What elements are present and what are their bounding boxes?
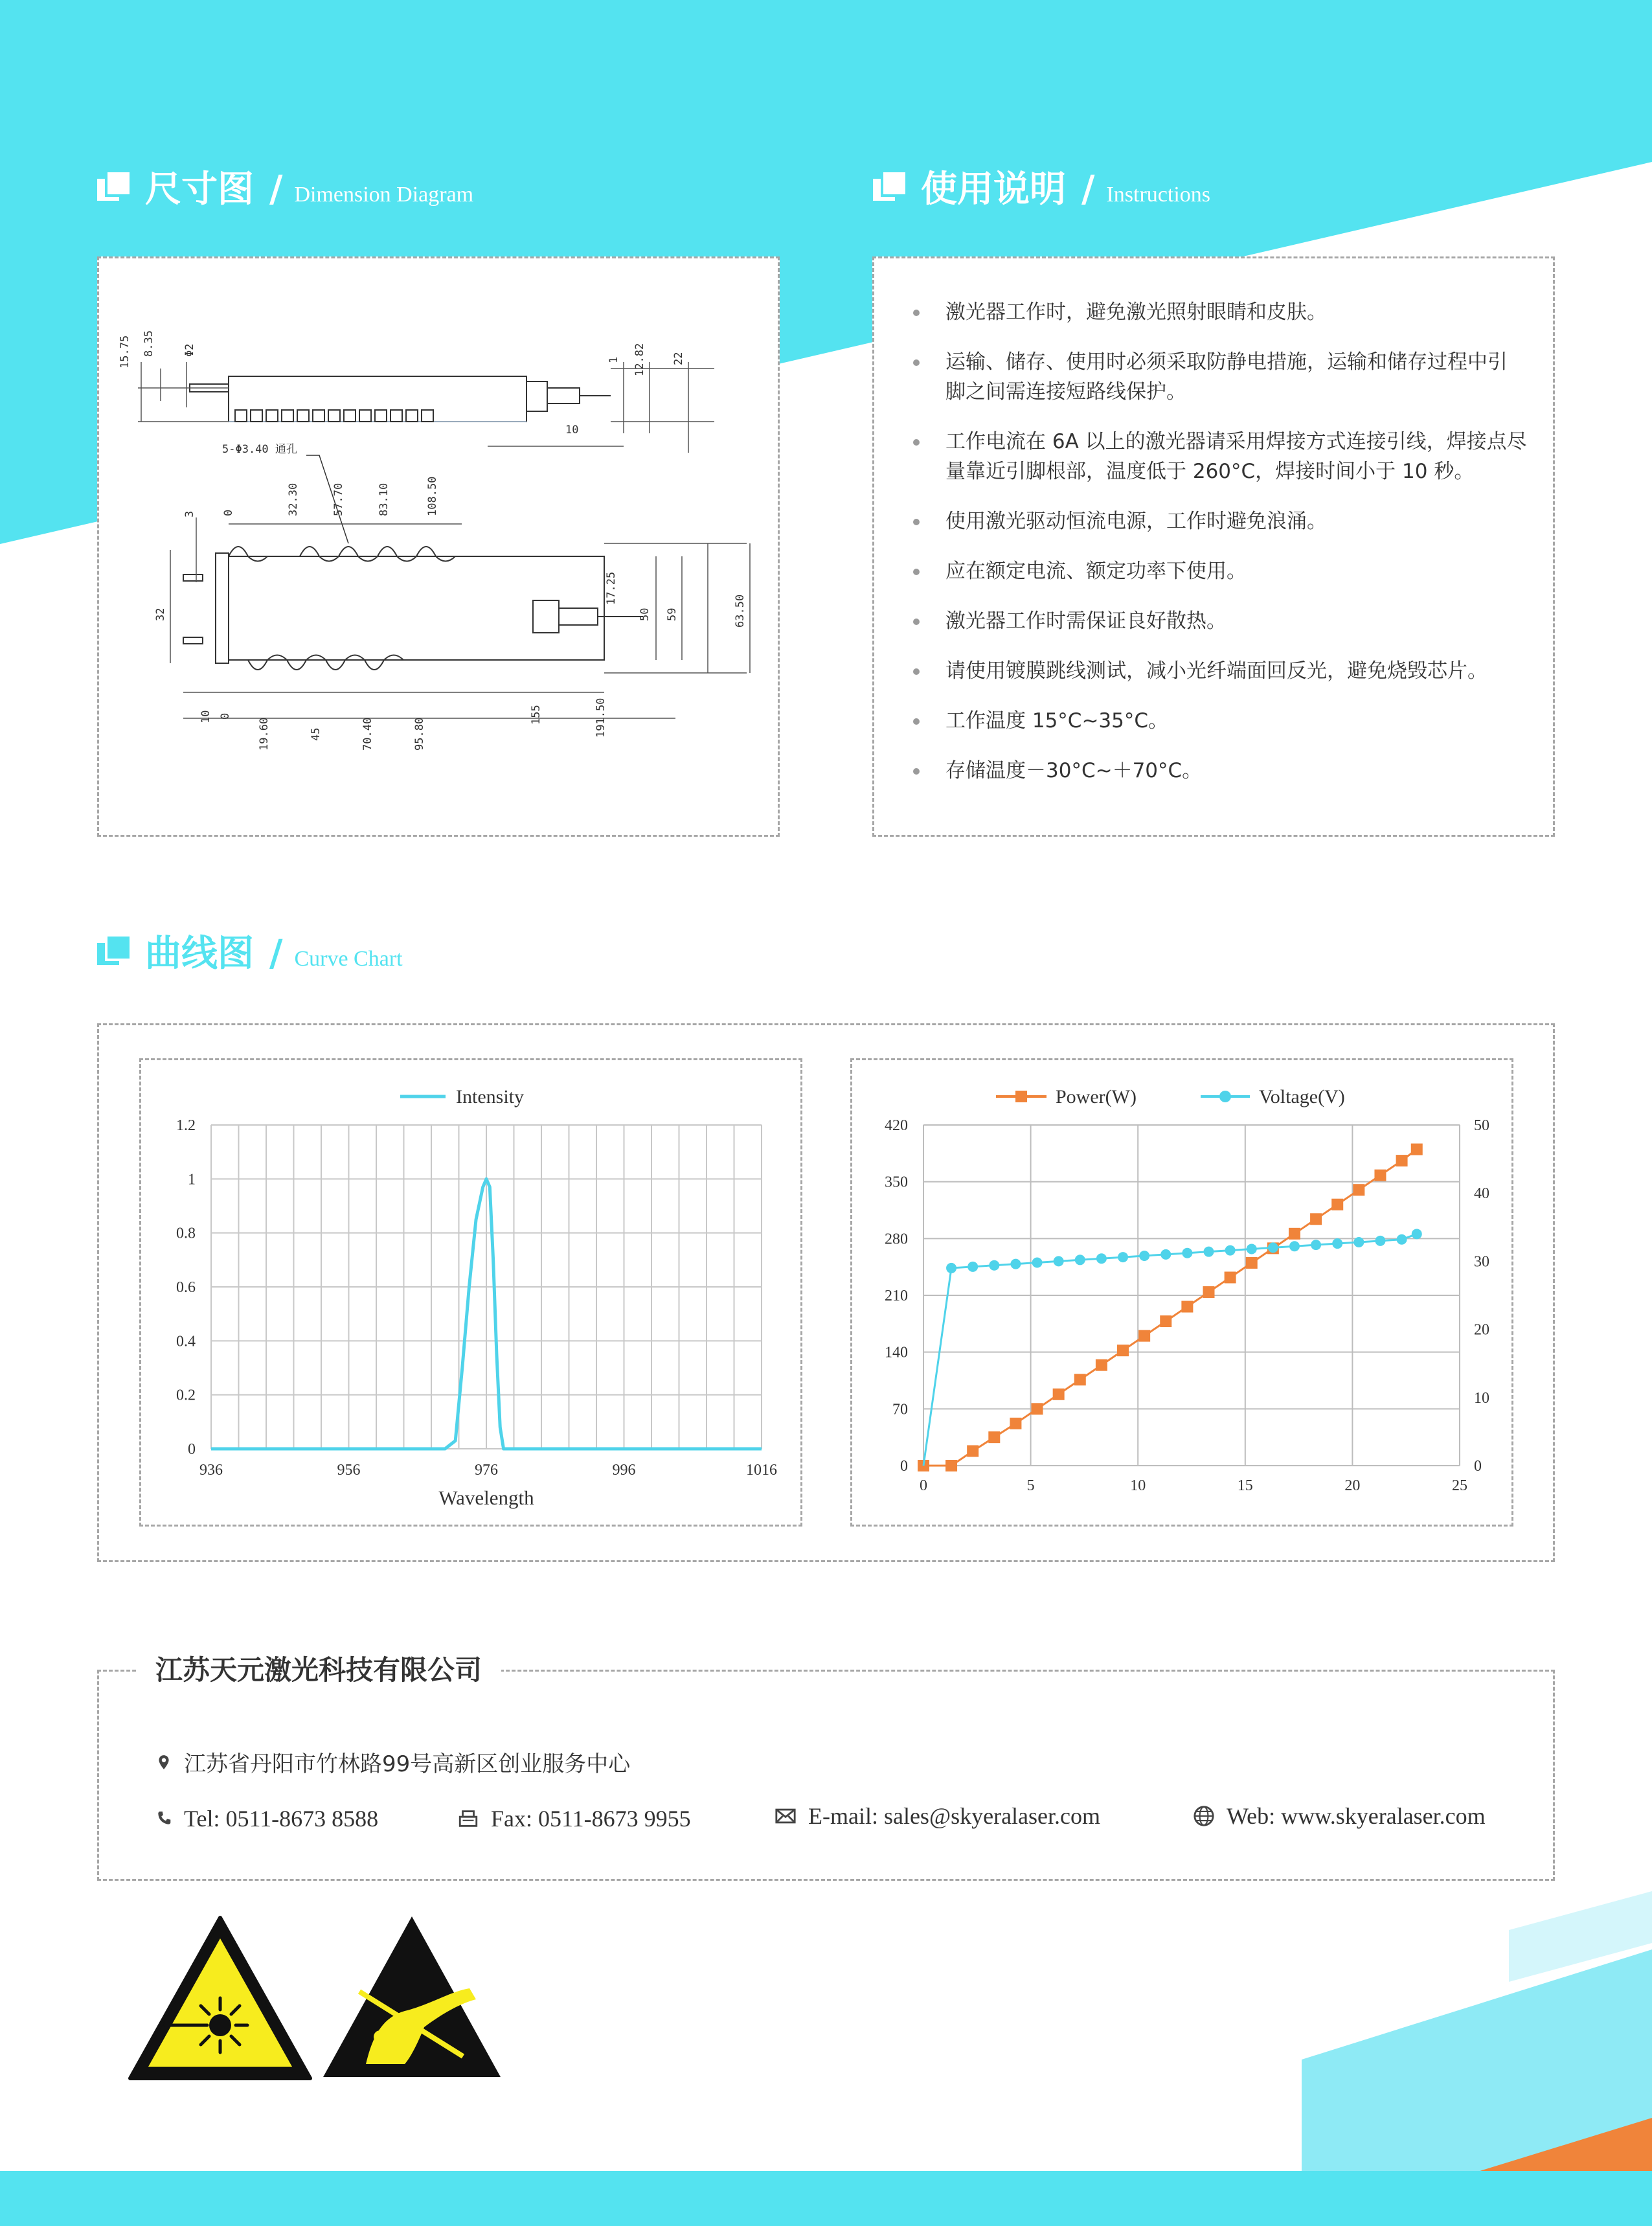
y-left-tick-label: 0	[900, 1458, 908, 1475]
dim-label: 1	[607, 356, 620, 363]
heading-slash: /	[269, 168, 283, 210]
fax-text: Fax: 0511-8673 9955	[491, 1806, 691, 1832]
dim-label: 191.50	[594, 698, 607, 738]
legend-marker	[1219, 1091, 1231, 1102]
y-right-tick-label: 40	[1474, 1185, 1489, 1203]
footer-bar	[0, 2171, 1652, 2226]
power-point	[1289, 1228, 1300, 1240]
intensity-chart-svg	[141, 1060, 800, 1525]
dim-label: 83.10	[378, 483, 390, 516]
section-icon	[873, 172, 904, 201]
power-point	[1310, 1213, 1322, 1225]
power-point	[1096, 1359, 1107, 1371]
power-point	[1225, 1271, 1236, 1283]
y-left-tick-label: 70	[892, 1401, 908, 1418]
company-name: 江苏天元激光科技有限公司	[136, 1649, 501, 1688]
voltage-point	[1247, 1244, 1257, 1254]
curve-title-en: Curve Chart	[294, 947, 403, 971]
instructions-panel	[872, 256, 1555, 837]
dim-label: 59	[666, 608, 679, 621]
dim-label: 10	[199, 710, 212, 723]
dimension-diagram-panel	[97, 256, 780, 837]
y-tick-label: 0.4	[176, 1333, 196, 1350]
heading-slash: /	[269, 933, 283, 975]
legend-label: Power(W)	[1056, 1086, 1137, 1107]
esd-warning-icon	[321, 1914, 503, 2080]
dim-label: Φ2	[183, 343, 196, 357]
power-point	[988, 1431, 1000, 1443]
voltage-point	[1412, 1229, 1422, 1239]
instructions-title-zh: 使用说明	[921, 168, 1066, 210]
x-tick-label: 5	[1026, 1477, 1035, 1494]
y-left-tick-label: 420	[885, 1117, 908, 1134]
power-point	[1117, 1345, 1129, 1356]
y-left-tick-label: 210	[885, 1288, 908, 1304]
web-line	[1193, 1802, 1486, 1830]
dim-label: 0	[219, 712, 232, 720]
power-point	[1074, 1374, 1086, 1385]
dim-label: 5-Φ3.40 通孔	[222, 443, 297, 456]
power-series-line	[923, 1150, 1417, 1466]
tel-text: Tel: 0511-8673 8588	[184, 1806, 379, 1832]
dim-label: 8.35	[142, 330, 155, 357]
fax-line	[457, 1805, 691, 1832]
legend-label: Voltage(V)	[1259, 1086, 1345, 1107]
y-right-tick-label: 50	[1474, 1117, 1489, 1134]
voltage-point	[1353, 1237, 1364, 1247]
voltage-point	[967, 1262, 978, 1272]
power-point	[1396, 1155, 1408, 1166]
y-tick-label: 0.8	[176, 1225, 196, 1242]
email-icon	[775, 1805, 797, 1827]
power-point	[1053, 1389, 1065, 1400]
voltage-point	[1075, 1255, 1085, 1265]
email-text[interactable]: E-mail: sales@skyeralaser.com	[808, 1803, 1101, 1829]
power-point	[1032, 1403, 1043, 1414]
instruction-item: 激光器工作时需保证良好散热。	[913, 606, 1527, 636]
instructions-heading	[873, 161, 1210, 212]
power-point	[1411, 1144, 1423, 1155]
y-tick-label: 0	[188, 1441, 196, 1458]
dim-label: 0	[222, 509, 235, 516]
voltage-point	[1332, 1238, 1342, 1249]
dim-label: 155	[530, 705, 543, 725]
dimension-heading	[97, 161, 473, 212]
dimension-title-zh: 尺寸图	[145, 168, 254, 210]
power-point	[1010, 1418, 1021, 1429]
x-tick-label: 936	[199, 1462, 223, 1479]
y-tick-label: 1	[188, 1171, 196, 1188]
dim-label: 17.25	[605, 571, 618, 605]
fax-icon	[457, 1808, 479, 1830]
dim-label: 32.30	[287, 483, 300, 516]
voltage-point	[1289, 1241, 1300, 1251]
power-voltage-chart	[850, 1058, 1513, 1527]
dim-label: 95.80	[413, 717, 426, 751]
x-tick-label: 1016	[746, 1462, 777, 1479]
y-right-tick-label: 20	[1474, 1321, 1489, 1339]
dim-label: 15.75	[119, 335, 131, 369]
power-point	[1181, 1301, 1193, 1313]
location-icon	[155, 1753, 172, 1772]
y-tick-label: 0.6	[176, 1279, 196, 1296]
address-text: 江苏省丹阳市竹林路99号高新区创业服务中心	[184, 1751, 631, 1777]
voltage-point	[1268, 1242, 1278, 1253]
voltage-point	[989, 1260, 999, 1271]
web-text[interactable]: Web: www.skyeralaser.com	[1227, 1803, 1486, 1829]
instruction-item: 使用激光驱动恒流电源，工作时避免浪涌。	[913, 506, 1527, 536]
instruction-item: 应在额定电流、额定功率下使用。	[913, 556, 1527, 586]
y-left-tick-label: 280	[885, 1231, 908, 1248]
dimension-drawing	[99, 258, 778, 835]
power-point	[1138, 1330, 1150, 1342]
y-right-tick-label: 10	[1474, 1389, 1489, 1407]
dim-label: 70.40	[361, 717, 374, 751]
x-tick-label: 0	[920, 1477, 927, 1494]
dim-label: 57.70	[332, 483, 345, 516]
x-tick-label: 996	[612, 1462, 636, 1479]
instructions-title-en: Instructions	[1106, 183, 1210, 207]
instruction-item: 工作温度 15°C~35°C。	[913, 706, 1527, 736]
power-point	[945, 1460, 957, 1471]
email-line	[775, 1802, 1100, 1830]
x-tick-label: 25	[1452, 1477, 1467, 1494]
laser-warning-icon	[126, 1914, 314, 2084]
instruction-item: 激光器工作时，避免激光照射眼睛和皮肤。	[913, 297, 1527, 327]
power-point	[1374, 1170, 1386, 1181]
dim-label: 10	[565, 424, 579, 437]
x-axis-label: Wavelength	[438, 1486, 534, 1509]
instructions-list	[874, 258, 1553, 786]
instruction-item: 运输、储存、使用时必须采取防静电措施，运输和储存过程中引脚之间需连接短路线保护。	[913, 347, 1527, 407]
section-icon	[97, 937, 128, 965]
curve-title-zh: 曲线图	[145, 933, 254, 975]
voltage-point	[1139, 1251, 1149, 1261]
legend-label: Intensity	[456, 1086, 524, 1107]
power-point	[967, 1445, 979, 1457]
dimension-title-en: Dimension Diagram	[294, 183, 474, 207]
voltage-point	[1397, 1234, 1407, 1245]
address-line	[155, 1746, 630, 1778]
voltage-point	[1118, 1252, 1128, 1262]
voltage-point	[1160, 1249, 1171, 1260]
voltage-point	[1032, 1258, 1043, 1268]
x-tick-label: 15	[1237, 1477, 1253, 1494]
heading-slash: /	[1081, 168, 1095, 210]
x-tick-label: 976	[475, 1462, 498, 1479]
voltage-point	[1096, 1253, 1107, 1264]
power-voltage-chart-svg	[852, 1060, 1511, 1525]
dim-label: 3	[183, 510, 196, 517]
instruction-item: 存储温度－30°C~＋70°C。	[913, 756, 1527, 786]
power-point	[1331, 1199, 1343, 1210]
curve-heading	[97, 925, 403, 977]
phone-icon	[155, 1809, 172, 1828]
power-point	[1353, 1184, 1364, 1196]
voltage-point	[1182, 1248, 1192, 1258]
voltage-point	[1225, 1245, 1236, 1256]
dim-label: 19.60	[258, 717, 271, 751]
x-tick-label: 20	[1344, 1477, 1361, 1494]
x-tick-label: 956	[337, 1462, 361, 1479]
x-tick-label: 10	[1130, 1477, 1146, 1494]
voltage-point	[1375, 1236, 1385, 1246]
dim-label: 12.82	[633, 343, 646, 376]
dim-label: 45	[310, 727, 322, 741]
power-point	[1203, 1286, 1214, 1298]
y-right-tick-label: 30	[1474, 1253, 1489, 1271]
y-tick-label: 0.2	[176, 1387, 196, 1404]
dim-label: 50	[639, 608, 651, 621]
intensity-chart	[139, 1058, 802, 1527]
globe-icon	[1193, 1805, 1215, 1827]
voltage-point	[946, 1263, 956, 1273]
voltage-point	[1203, 1247, 1214, 1257]
voltage-point	[1010, 1259, 1021, 1269]
instruction-item: 请使用镀膜跳线测试，减小光纤端面回反光，避免烧毁芯片。	[913, 656, 1527, 686]
legend-marker	[1015, 1091, 1027, 1102]
power-point	[1246, 1257, 1258, 1269]
dim-label: 63.50	[734, 594, 747, 628]
dim-label: 22	[672, 352, 685, 365]
side-view-fins	[235, 410, 433, 422]
tel-line	[155, 1805, 378, 1832]
voltage-point	[1054, 1256, 1064, 1266]
y-right-tick-label: 0	[1474, 1458, 1482, 1475]
y-left-tick-label: 350	[885, 1174, 908, 1191]
power-point	[1160, 1315, 1171, 1327]
instruction-item: 工作电流在 6A 以上的激光器请采用焊接方式连接引线，焊接点尽量靠近引脚根部，温度低于 260°C，焊接时间小于 10 秒。	[913, 427, 1527, 486]
dim-label: 32	[154, 608, 167, 621]
y-left-tick-label: 140	[885, 1344, 908, 1361]
section-icon	[97, 172, 128, 201]
y-tick-label: 1.2	[176, 1117, 196, 1134]
dim-label: 108.50	[426, 476, 439, 516]
voltage-point	[1311, 1240, 1321, 1250]
